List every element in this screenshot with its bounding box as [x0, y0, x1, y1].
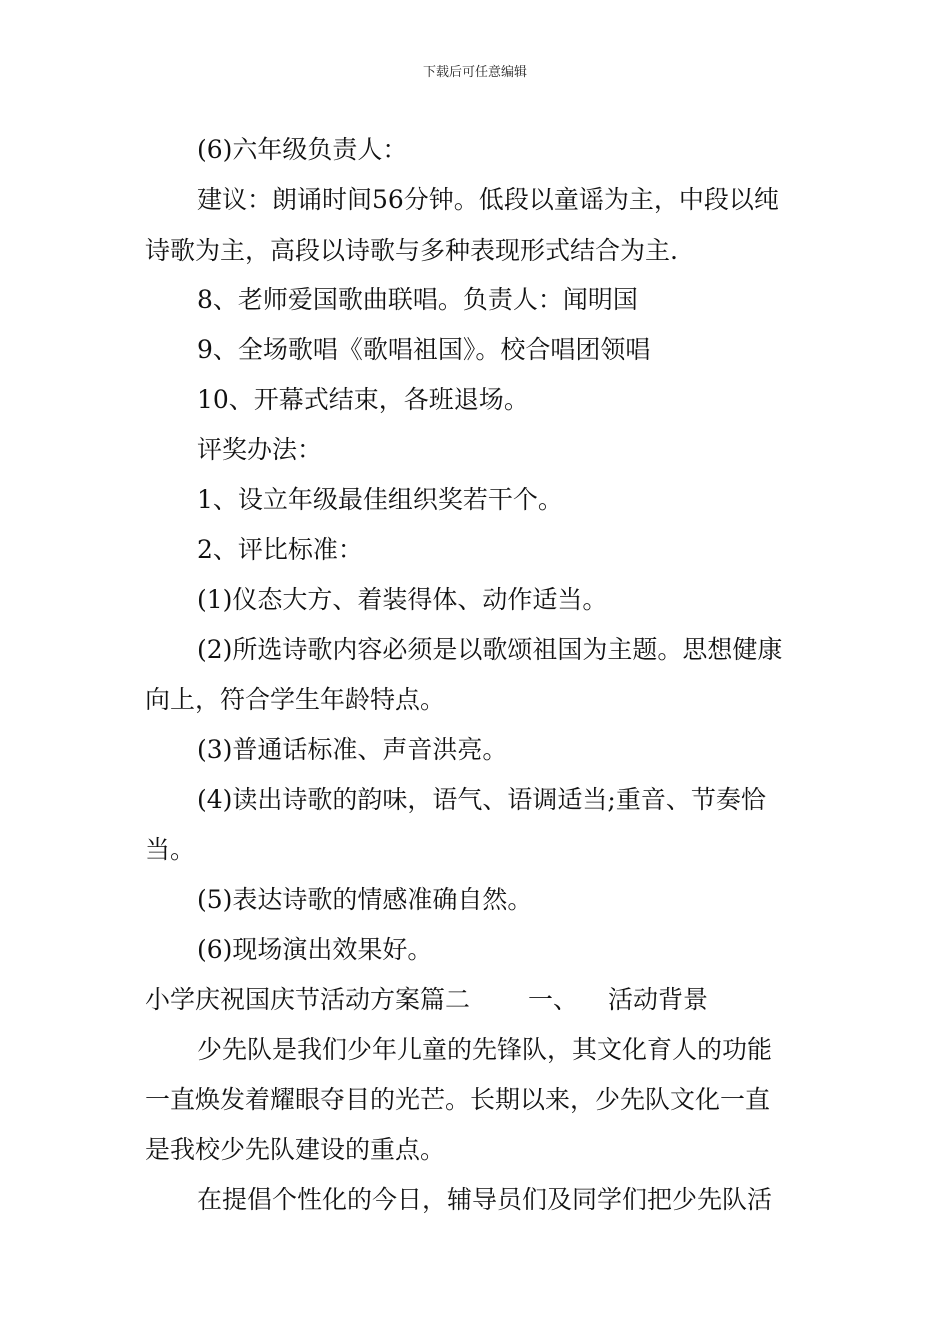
text-line: (3)普通话标准、声音洪亮。	[197, 735, 508, 764]
text-line: 少先队是我们少年儿童的先锋队，其文化育人的功能	[197, 1035, 773, 1064]
page-header-note: 下载后可任意编辑	[422, 65, 527, 80]
text-line: (5)表达诗歌的情感准确自然。	[197, 885, 533, 914]
text-line: 10、开幕式结束，各班退场。	[197, 385, 529, 414]
text-line: 2、评比标准：	[197, 535, 363, 564]
text-line: 1、设立年级最佳组织奖若干个。	[197, 485, 563, 514]
text-line: (2)所选诗歌内容必须是以歌颂祖国为主题。思想健康	[197, 635, 783, 664]
section-heading	[145, 983, 810, 1017]
text-line: 8、老师爱国歌曲联唱。负责人：闻明国	[197, 285, 638, 314]
section-heading-title: 小学庆祝国庆节活动方案篇二	[145, 985, 471, 1014]
text-line: 在提倡个性化的今日，辅导员们及同学们把少先队活	[197, 1185, 773, 1214]
text-line: (6)六年级负责人：	[197, 135, 408, 164]
text-line: 评奖办法：	[197, 435, 323, 464]
text-line: 向上，符合学生年龄特点。	[145, 685, 446, 714]
section-heading-subtitle: 活动背景	[608, 985, 709, 1014]
text-line: (1)仪态大方、着装得体、动作适当。	[197, 585, 608, 614]
text-line: (6)现场演出效果好。	[197, 935, 433, 964]
text-line: 是我校少先队建设的重点。	[145, 1135, 446, 1164]
text-line: 诗歌为主，高段以诗歌与多种表现形式结合为主.	[145, 236, 678, 265]
text-line: 一直焕发着耀眼夺目的光芒。长期以来，少先队文化一直	[145, 1085, 771, 1114]
text-line: 建议：朗诵时间56分钟。低段以童谣为主，中段以纯	[197, 185, 779, 214]
section-heading-number: 一、	[528, 985, 579, 1014]
text-line: 当。	[145, 835, 196, 864]
text-line: (4)读出诗歌的韵味，语气、语调适当;重音、节奏恰	[197, 785, 766, 814]
text-line: 9、全场歌唱《歌唱祖国》。校合唱团领唱	[197, 335, 651, 364]
